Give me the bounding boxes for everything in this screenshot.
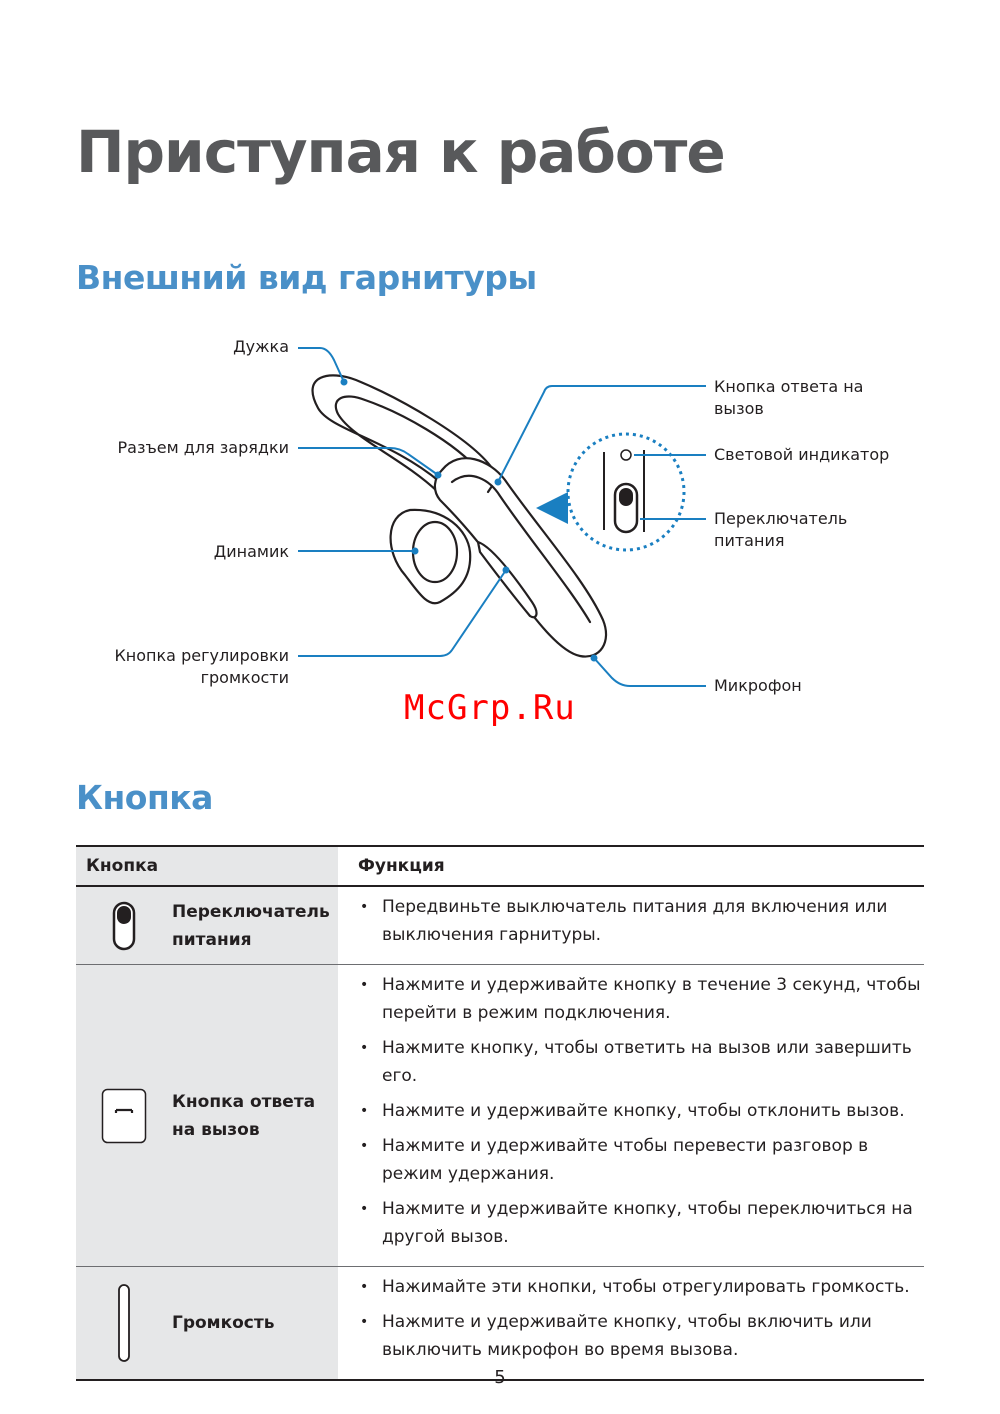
indicator-light-shape bbox=[621, 450, 631, 460]
key-name bbox=[172, 1088, 332, 1144]
callout-line-charging-port bbox=[298, 448, 438, 475]
label-indicator-light: Световой индикатор bbox=[714, 445, 890, 464]
label-microphone: Микрофон bbox=[714, 676, 802, 695]
key-name-line1: Громкость bbox=[172, 1313, 275, 1333]
table-cell-key bbox=[76, 965, 338, 1266]
table-cell-function bbox=[338, 887, 924, 964]
function-bullet: • Нажимайте эти кнопки, чтобы отрегулировать громкость. bbox=[360, 1273, 924, 1301]
function-bullet: • Нажмите и удерживайте чтобы перевести разговор в режим удержания. bbox=[360, 1132, 924, 1188]
label-volume-button-line1: Кнопка регулировки bbox=[114, 646, 289, 665]
table-header-key: Кнопка bbox=[76, 847, 338, 885]
power-switch-icon bbox=[76, 901, 172, 951]
detail-zoom bbox=[536, 434, 684, 550]
watermark: McGrp.Ru bbox=[404, 688, 576, 728]
label-power-switch-line2: питания bbox=[714, 531, 785, 550]
table-header-function: Функция bbox=[358, 856, 445, 876]
callout-line-microphone bbox=[594, 658, 706, 686]
label-call-button-line2: вызов bbox=[714, 399, 764, 418]
table-row bbox=[76, 965, 924, 1267]
function-bullet: • Нажмите и удерживайте кнопку, чтобы отклонить вызов. bbox=[360, 1097, 924, 1125]
function-bullet: • Нажмите кнопку, чтобы ответить на вызов или завершить его. bbox=[360, 1034, 924, 1090]
headset-diagram bbox=[0, 320, 1000, 720]
detail-pointer-arrow bbox=[536, 492, 568, 524]
key-name bbox=[172, 898, 332, 954]
key-name-line1: Кнопка ответа bbox=[172, 1091, 316, 1112]
table-row bbox=[76, 887, 924, 965]
page-number: 5 bbox=[494, 1367, 506, 1388]
speaker-tip-shape bbox=[413, 522, 457, 582]
key-name-line2: питания bbox=[172, 929, 252, 950]
key-name-line2: на вызов bbox=[172, 1119, 260, 1140]
label-charging-port: Разъем для зарядки bbox=[117, 438, 289, 457]
label-power-switch bbox=[714, 508, 847, 552]
key-name-line1: Переключатель bbox=[172, 901, 330, 922]
label-call-button bbox=[714, 376, 863, 420]
call-button-icon bbox=[76, 1088, 172, 1144]
table-cell-key bbox=[76, 1267, 338, 1379]
function-bullet: • Нажмите и удерживайте кнопку, чтобы переключиться на другой вызов. bbox=[360, 1195, 924, 1251]
key-name bbox=[172, 1309, 332, 1337]
function-bullet: • Нажмите и удерживайте кнопку в течение 3 секунд, чтобы перейти в режим подключения. bbox=[360, 971, 924, 1027]
section-title-headset-appearance: Внешний вид гарнитуры bbox=[76, 258, 537, 297]
table-header bbox=[76, 845, 924, 887]
function-bullet: • Нажмите и удерживайте кнопку, чтобы включить или выключить микрофон во время вызова. bbox=[360, 1308, 924, 1364]
function-bullet: • Передвиньте выключатель питания для включения или выключения гарнитуры. bbox=[360, 893, 924, 949]
buttons-table bbox=[76, 845, 924, 1381]
table-cell-function bbox=[338, 1267, 924, 1379]
volume-button-icon bbox=[76, 1283, 172, 1363]
callout-line-volume bbox=[298, 570, 506, 656]
label-ear-hook: Дужка bbox=[233, 337, 289, 356]
table-row bbox=[76, 1267, 924, 1381]
label-volume-button bbox=[114, 645, 289, 689]
label-speaker: Динамик bbox=[213, 542, 289, 561]
label-power-switch-line1: Переключатель bbox=[714, 509, 848, 528]
label-call-button-line1: Кнопка ответа на bbox=[714, 377, 864, 396]
section-title-button: Кнопка bbox=[76, 778, 213, 817]
table-cell-key bbox=[76, 887, 338, 964]
label-volume-button-line2: громкости bbox=[200, 668, 289, 687]
table-cell-function bbox=[338, 965, 924, 1266]
page-title: Приступая к работе bbox=[76, 118, 725, 186]
